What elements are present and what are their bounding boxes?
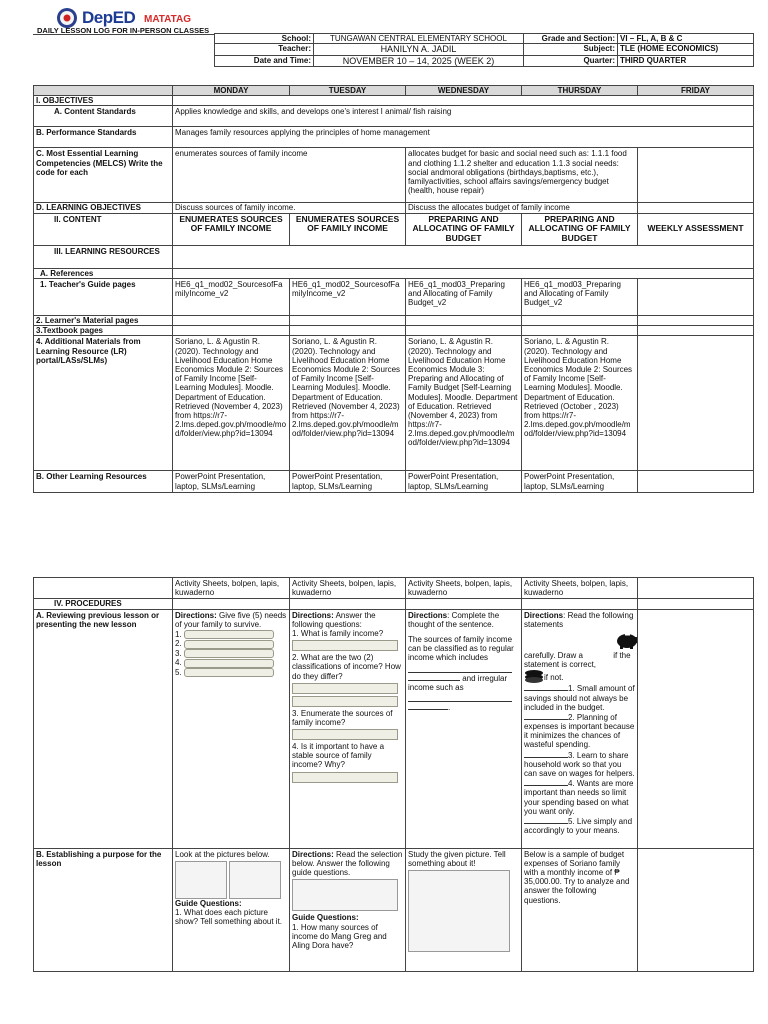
matatag-wordmark: MATATAG [144, 14, 192, 25]
tb-tue [290, 326, 406, 336]
a-wed-directions: Directions [408, 610, 448, 620]
other-resources-monday: PowerPoint Presentation, laptop, SLMs/Learning [173, 471, 290, 492]
date-value: NOVEMBER 10 – 14, 2025 (WEEK 2) [314, 55, 524, 66]
b-tue-directions: Directions: [292, 849, 334, 859]
day-header-monday: MONDAY [173, 86, 290, 96]
procedure-a-monday [173, 609, 290, 848]
answer-box[interactable] [292, 772, 398, 783]
lm-wed [406, 316, 522, 326]
content-monday: ENUMERATES SOURCES OF FAMILY INCOME [173, 213, 290, 245]
tb-fri [638, 326, 754, 336]
additional-materials-tuesday: Soriano, L. & Agustin R. (2020). Technology and Livelihood Education Home Economics Module 2: Sources of Family Income [Self-Learning Modules]. Moodle. Department of Education. Retrieved (November 4, 2023) from https://r7-2.lms.deped.gov.ph/moodle/mod/folder/view.php?id=13094 [290, 336, 406, 471]
b-tue-guide-questions: Guide Questions: [292, 913, 359, 923]
lm-tue [290, 316, 406, 326]
proc-blank-mon [173, 599, 290, 609]
procedures-heading: IV. PROCEDURES [34, 599, 173, 609]
objectives-blank [173, 96, 754, 106]
content-standards-value: Applies knowledge and skills, and develops one's interest I animal/ fish raising [173, 106, 754, 127]
content-wednesday: PREPARING AND ALLOCATING OF FAMILY BUDGET [406, 213, 522, 245]
learning-objectives-friday [638, 203, 754, 213]
other-resources-wednesday: PowerPoint Presentation, laptop, SLMs/Learning [406, 471, 522, 492]
teachers-guide-monday: HE6_q1_mod02_SourcesofFamilyIncome_v2 [173, 279, 290, 316]
a-wed-blank-2[interactable] [408, 673, 460, 681]
additional-materials-monday: Soriano, L. & Agustin R. (2020). Technology and Livelihood Education Home Economics Module 2: Sources of Family Income [Self-Learning Modules]. Moodle. Department of Education. Retrieved (November 4, 2023) from https://r7-2.lms.deped.gov.ph/moodle/mod/folder/view.php?id=13094 [173, 336, 290, 471]
grade-label: Grade and Section: [524, 34, 618, 44]
a-thu-p3: if not. [544, 673, 564, 683]
other-resources-thursday: PowerPoint Presentation, laptop, SLMs/Learning [522, 471, 638, 492]
day-header-row [34, 86, 754, 96]
learners-material-label: 2. Learner's Material pages [34, 316, 173, 326]
a-tue-q3: 3. Enumerate the sources of family income? [292, 708, 393, 727]
coins-icon [524, 669, 546, 683]
a-wed-blank-1[interactable] [408, 663, 512, 673]
p2-continued-thursday: Activity Sheets, bolpen, lapis, kuwaderno [522, 578, 638, 599]
a-wed-blank-3[interactable] [408, 692, 512, 702]
procedure-b-tuesday [290, 848, 406, 971]
day-header-friday: FRIDAY [638, 86, 754, 96]
statement-4: 4. Wants are more important than needs so limit your spending based on what you want only. [524, 779, 634, 816]
tb-wed [406, 326, 522, 336]
a-mon-item-2: 2. [175, 639, 287, 648]
learning-resources-blank [173, 245, 754, 268]
teachers-guide-wednesday: HE6_q1_mod03_Preparing and Allocating of Family Budget_v2 [406, 279, 522, 316]
date-label: Date and Time: [215, 55, 314, 66]
school-label: School: [215, 34, 314, 44]
procedure-a-tuesday [290, 609, 406, 848]
piggy-bank-icon [614, 631, 638, 649]
references-blank [173, 268, 754, 278]
a-tue-text: Answer the following questions: [292, 610, 376, 629]
p2-continued-wednesday: Activity Sheets, bolpen, lapis, kuwaderno [406, 578, 522, 599]
other-resources-friday [638, 471, 754, 492]
answer-box[interactable] [292, 729, 398, 740]
content-friday: WEEKLY ASSESSMENT [638, 213, 754, 245]
picture-2 [229, 861, 281, 899]
textbook-label: 3.Textbook pages [34, 326, 173, 336]
lesson-log-table-page1 [33, 85, 754, 493]
references-label: A. References [34, 268, 173, 278]
a-tue-q2: 2. What are the two (2) classifications of income? How do they differ? [292, 653, 401, 681]
statement-3: 3. Learn to share household work so that you can save on wages for helpers. [524, 750, 635, 778]
procedure-a-wednesday: Directions: Complete the thought of the sentence. The sources of family income can be classified as to regular income which includes and irregular income such as . [406, 609, 522, 848]
subject-value: TLE (HOME ECONOMICS) [618, 44, 754, 55]
selection-passage [292, 879, 398, 911]
a-thu-p2: if the statement is correct, [524, 650, 631, 670]
answer-box[interactable] [184, 640, 274, 649]
proc-blank-wed [406, 599, 522, 609]
procedure-b-thursday: Below is a sample of budget expenses of Soriano family with a monthly income of ₱ 35,000.00. Try to analyze and answer the following questions. [522, 848, 638, 971]
additional-materials-thursday: Soriano, L. & Agustin R. (2020). Technology and Livelihood Education Home Economics Module 2: Sources of Family Income [Self-Learning Modules]. Moodle. Department of Education. Retrieved (October , 2023) from https://r7-2.lms.deped.gov.ph/moodle/mod/folder/view.php?id=13094 [522, 336, 638, 471]
a-mon-item-5: 5. [175, 668, 287, 677]
additional-materials-wednesday: Soriano, L. & Agustin R. (2020). Technology and Livelihood Education Home Economics Module 3: Preparing and Allocating of Family Budget [Self-Learning Modules]. Moodle. Department of Education. Retrieved (November 4, 2023) from https://r7-2.lms.deped.gov.ph/moodle/mod/folder/view.php?id=13094 [406, 336, 522, 471]
objectives-heading: I. OBJECTIVES [34, 96, 173, 106]
lesson-log-table-page2 [33, 577, 754, 972]
log-title: DAILY LESSON LOG FOR IN-PERSON CLASSES [37, 26, 210, 35]
day-header-wednesday: WEDNESDAY [406, 86, 522, 96]
lm-thu [522, 316, 638, 326]
performance-standards-value: Manages family resources applying the principles of home management [173, 127, 754, 148]
other-resources-tuesday: PowerPoint Presentation, laptop, SLMs/Learning [290, 471, 406, 492]
school-value: TUNGAWAN CENTRAL ELEMENTARY SCHOOL [314, 34, 524, 44]
day-header-blank [34, 86, 173, 96]
teachers-guide-tuesday: HE6_q1_mod02_SourcesofFamilyIncome_v2 [290, 279, 406, 316]
a-mon-item-1: 1. [175, 630, 287, 639]
a-wed-p1: The sources of family income can be classified as to regular income which includes [408, 634, 514, 663]
b-tue-q1: 1. How many sources of income do Mang Greg and Aling Dora have? [292, 922, 387, 950]
b-mon-guide-questions: Guide Questions: [175, 898, 242, 908]
quarter-value: THIRD QUARTER [618, 55, 754, 66]
deped-wordmark: DepED [82, 8, 136, 27]
answer-box[interactable] [292, 683, 398, 694]
procedure-a-label: A. Reviewing previous lesson or presenting the new lesson [34, 609, 173, 848]
header-logo-block [0, 0, 214, 34]
content-thursday: PREPARING AND ALLOCATING OF FAMILY BUDGET [522, 213, 638, 245]
statement-5: 5. Live simply and accordingly to your means. [524, 816, 633, 836]
lm-fri [638, 316, 754, 326]
proc-blank-thu [522, 599, 638, 609]
learning-objectives-label: D. LEARNING OBJECTIVES [34, 203, 173, 213]
lm-mon [173, 316, 290, 326]
a-thu-p1: carefully. Draw a [524, 650, 583, 660]
a-thu-text: : Read the following statements [524, 610, 634, 629]
melcs-label: C. Most Essential Learning Competencies (MELCS) Write the code for each [34, 148, 173, 203]
teacher-label: Teacher: [215, 44, 314, 55]
answer-box[interactable] [292, 696, 398, 707]
procedure-a-friday [638, 609, 754, 848]
b-mon-pictures [175, 861, 287, 899]
teachers-guide-thursday: HE6_q1_mod03_Preparing and Allocating of Family Budget_v2 [522, 279, 638, 316]
content-standards-label: A. Content Standards [34, 106, 173, 127]
day-header-thursday: THURSDAY [522, 86, 638, 96]
a-mon-item-3: 3. [175, 649, 287, 658]
content-tuesday: ENUMERATES SOURCES OF FAMILY INCOME [290, 213, 406, 245]
melcs-mon-tue: enumerates sources of family income [173, 148, 406, 203]
procedure-b-monday [173, 848, 290, 971]
a-thu-directions: Directions [524, 610, 564, 620]
procedure-b-friday [638, 848, 754, 971]
a-wed-blank-4[interactable] [408, 702, 448, 710]
family-picture [408, 870, 510, 952]
coins-row [524, 671, 635, 683]
a-mon-item-4: 4. [175, 658, 287, 667]
a-mon-text: Give five (5) needs of your family to survive. [175, 610, 287, 629]
answer-box[interactable] [184, 630, 274, 639]
learning-objectives-wed-thu: Discuss the allocates budget of family income [406, 203, 638, 213]
piggy-bank-row [524, 629, 635, 651]
b-tue-text: Read the selection below. Answer the following guide questions. [292, 849, 403, 877]
answer-box[interactable] [292, 640, 398, 651]
a-tue-directions: Directions: [292, 610, 334, 620]
answer-box[interactable] [184, 659, 274, 668]
a-tue-q1: 1. What is family income? [292, 628, 384, 638]
picture-1 [175, 861, 227, 899]
teachers-guide-friday [638, 279, 754, 316]
day-header-tuesday: TUESDAY [290, 86, 406, 96]
p2-continued-tuesday: Activity Sheets, bolpen, lapis, kuwaderno [290, 578, 406, 599]
a-mon-directions: Directions: [175, 610, 217, 620]
procedure-a-thursday [522, 609, 638, 848]
a-wed-p2: and irregular income such as [408, 673, 508, 692]
learning-objectives-mon-tue: Discuss sources of family income. [173, 203, 406, 213]
proc-blank-fri [638, 599, 754, 609]
a-tue-q4: 4. Is it important to have a stable source of family income? Why? [292, 742, 385, 770]
teacher-value: HANILYN A. JADIL [314, 44, 524, 55]
tb-mon [173, 326, 290, 336]
a-wed-text: : Complete the thought of the sentence. [408, 610, 500, 629]
header-info-table [214, 33, 754, 67]
learning-resources-label: III. LEARNING RESOURCES [34, 245, 173, 268]
procedure-b-label: B. Establishing a purpose for the lesson [34, 848, 173, 971]
melcs-friday [638, 148, 754, 203]
content-label: II. CONTENT [34, 213, 173, 245]
quarter-label: Quarter: [524, 55, 618, 66]
procedure-b-wednesday [406, 848, 522, 971]
p2-continued-friday [638, 578, 754, 599]
statement-2: 2. Planning of expenses is important because it minimizes the chances of wasteful spending. [524, 712, 635, 750]
answer-box[interactable] [184, 649, 274, 658]
b-mon-q1: 1. What does each picture show? Tell something about it. [175, 907, 283, 927]
b-mon-text: Look at the pictures below. [175, 849, 270, 859]
other-resources-label: B. Other Learning Resources [34, 471, 173, 492]
additional-materials-friday [638, 336, 754, 471]
tb-thu [522, 326, 638, 336]
statement-1: 1. Small amount of savings should not always be included in the budget. [524, 684, 635, 712]
grade-value: VI – FL, A, B & C [618, 34, 754, 44]
b-wed-text: Study the given picture. Tell something about it! [408, 849, 506, 868]
a-mon-list [175, 630, 287, 677]
teachers-guide-label: 1. Teacher's Guide pages [34, 279, 173, 316]
performance-standards-label: B. Performance Standards [34, 127, 173, 148]
additional-materials-label: 4. Additional Materials from Learning Resource (LR) portal/LASs/SLMs) [34, 336, 173, 471]
p2-continued-label [34, 578, 173, 599]
answer-box[interactable] [184, 668, 274, 677]
proc-blank-tue [290, 599, 406, 609]
melcs-wed-thu: allocates budget for basic and social need such as: 1.1.1 food and clothing 1.1.2 shelter and education 1.1.3 social needs: social andmoral obligations (birthdays,baptisms, etc.), familyactivities, school affairs savings/emergency budget (health, house repair) [406, 148, 638, 203]
subject-label: Subject: [524, 44, 618, 55]
p2-continued-monday: Activity Sheets, bolpen, lapis, kuwaderno [173, 578, 290, 599]
